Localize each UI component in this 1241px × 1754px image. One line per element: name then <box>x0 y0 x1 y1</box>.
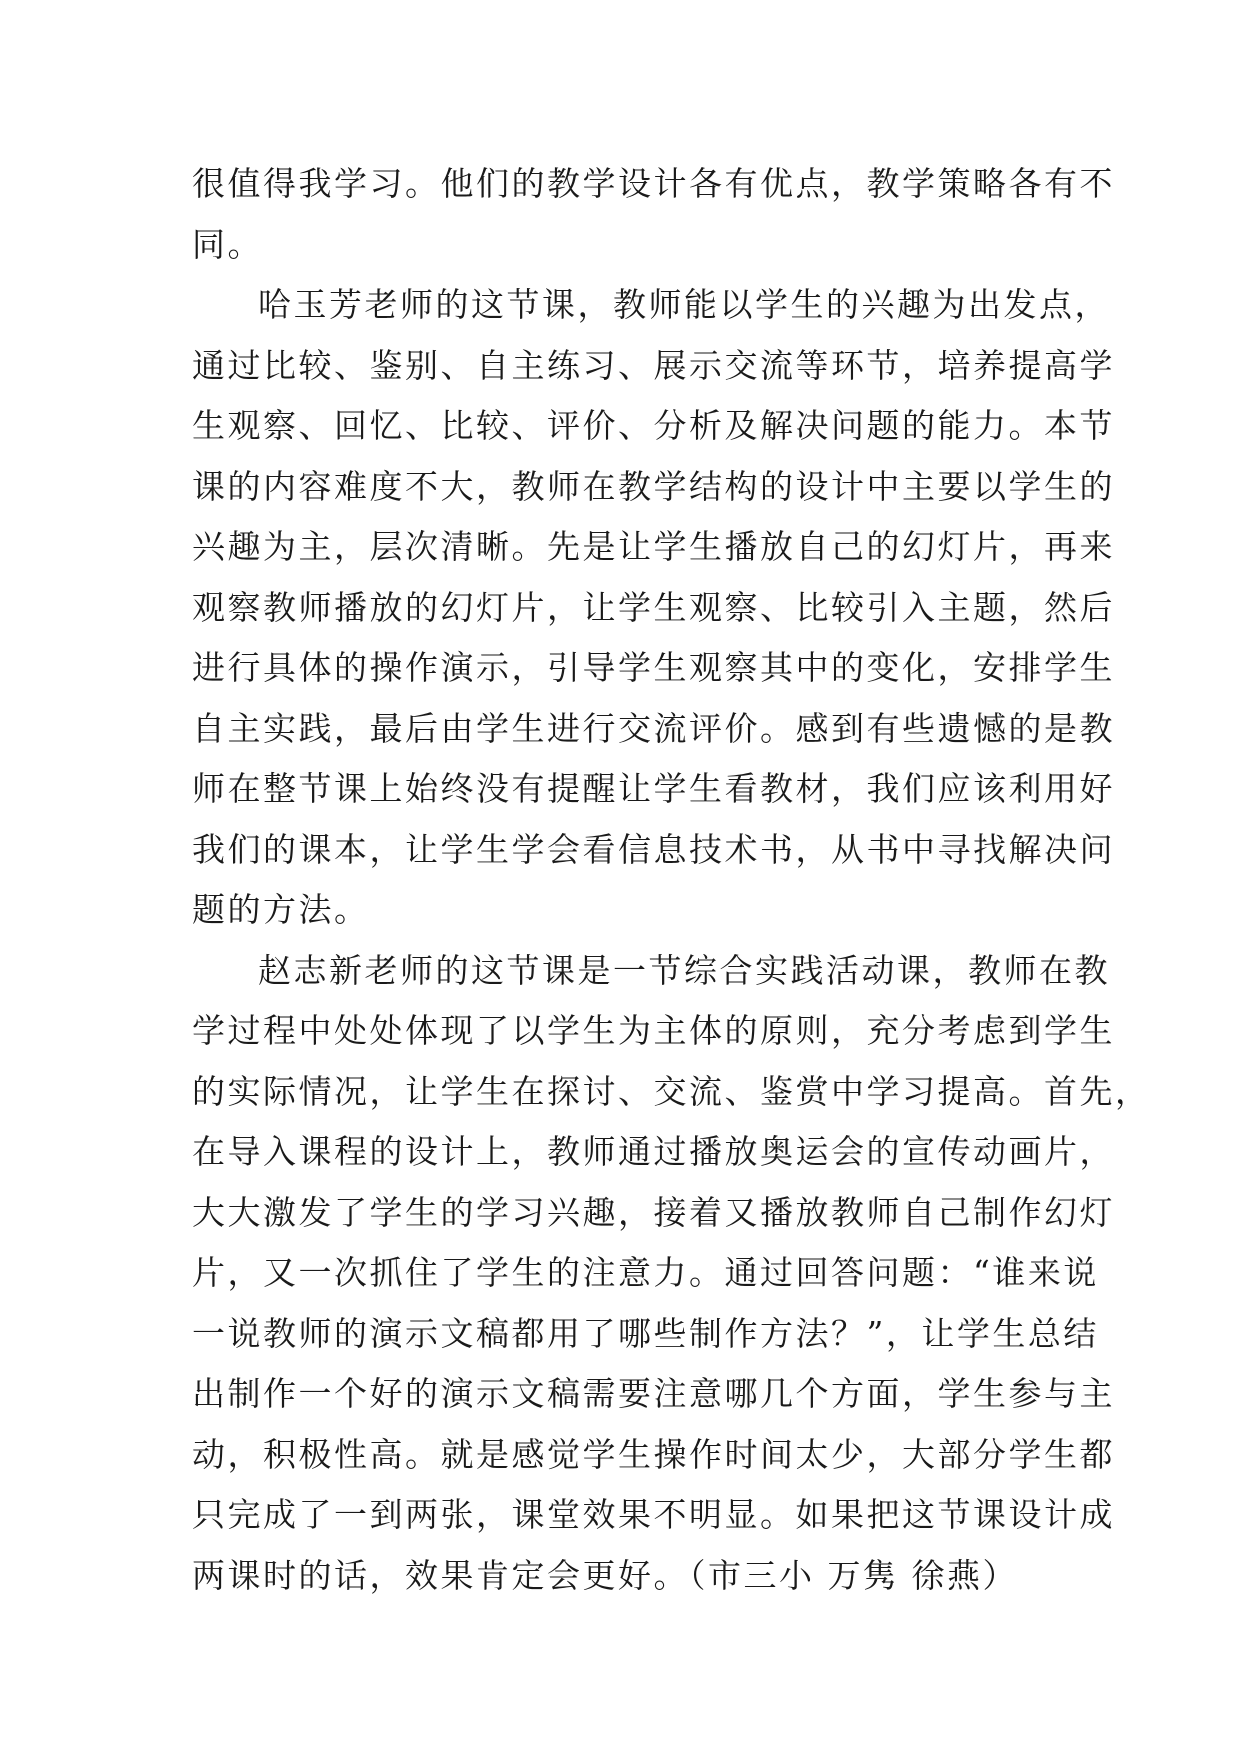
text-line: 师在整节课上始终没有提醒让学生看教材，我们应该利用好 <box>192 769 1115 808</box>
text-line: 的实际情况，让学生在探讨、交流、鉴赏中学习提高。首先， <box>192 1071 1151 1111</box>
text-line: 通过比较、鉴别、自主练习、展示交流等环节，培养提高学 <box>192 345 1115 385</box>
text-line: 两课时的话，效果肯定会更好。（市三小 万隽 徐燕） <box>192 1555 1018 1595</box>
text-line: 我们的课本，让学生学会看信息技术书，从书中寻找解决问 <box>192 829 1115 869</box>
text-line: 自主实践，最后由学生进行交流评价。感到有些遗憾的是教 <box>192 708 1115 748</box>
text-line: 进行具体的操作演示，引导学生观察其中的变化，安排学生 <box>192 648 1115 687</box>
text-line: 很值得我学习。他们的教学设计各有优点，教学策略各有不 <box>192 164 1115 203</box>
text-line: 学过程中处处体现了以学生为主体的原则，充分考虑到学生 <box>192 1011 1115 1050</box>
paragraph-first-line: 哈玉芳老师的这节课，教师能以学生的兴趣为出发点， <box>258 285 1110 324</box>
text-line: 生观察、回忆、比较、评价、分析及解决问题的能力。本节 <box>192 406 1115 445</box>
paragraph-first-line: 赵志新老师的这节课是一节综合实践活动课，教师在教 <box>258 950 1110 990</box>
text-line: 课的内容难度不大，教师在教学结构的设计中主要以学生的 <box>192 466 1115 506</box>
text-line: 出制作一个好的演示文稿需要注意哪几个方面，学生参与主 <box>192 1374 1115 1413</box>
text-line: 观察教师播放的幻灯片，让学生观察、比较引入主题，然后 <box>192 587 1115 627</box>
text-line: 同。 <box>192 224 263 264</box>
text-line: 只完成了一到两张，课堂效果不明显。如果把这节课设计成 <box>192 1495 1115 1534</box>
text-line: 片，又一次抓住了学生的注意力。通过回答问题：“谁来说 <box>192 1253 1099 1292</box>
body-text <box>192 154 1151 1606</box>
text-line: 在导入课程的设计上，教师通过播放奥运会的宣传动画片， <box>192 1132 1115 1171</box>
text-line: 动，积极性高。就是感觉学生操作时间太少，大部分学生都 <box>192 1434 1115 1474</box>
text-line: 题的方法。 <box>192 890 370 929</box>
text-line: 兴趣为主，层次清晰。先是让学生播放自己的幻灯片，再来 <box>192 527 1115 566</box>
text-line: 一说教师的演示文稿都用了哪些制作方法？”，让学生总结 <box>192 1313 1099 1353</box>
text-line: 大大激发了学生的学习兴趣，接着又播放教师自己制作幻灯 <box>192 1192 1115 1232</box>
